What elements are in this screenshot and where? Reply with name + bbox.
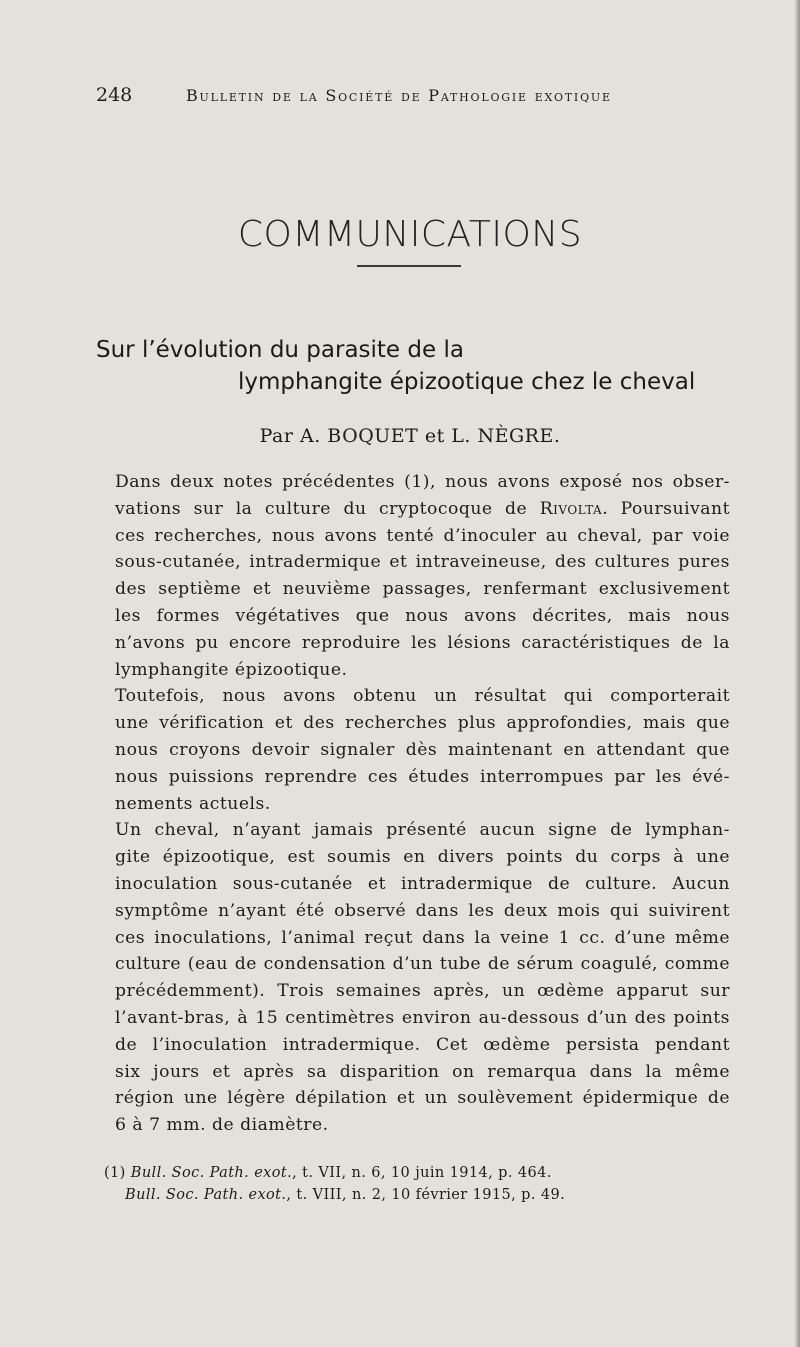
page-number: 248	[96, 84, 133, 106]
text-line: inoculation sous-cutanée et intradermique de culture. Aucun	[115, 873, 730, 894]
footnote-2	[104, 1184, 704, 1206]
text-line: ces recherches, nous avons tenté d’inoculer au cheval, par voie	[115, 525, 730, 546]
paragraph-1	[89, 469, 730, 683]
text-line: précédemment). Trois semaines après, un œdème apparut sur	[115, 981, 730, 1002]
text-line: Dans deux notes précédentes (1), nous avons exposé nos obser-	[115, 472, 730, 492]
text-line-part: . Poursuivant	[602, 498, 730, 519]
text-line: n’avons pu encore reproduire les lésions caractéristiques de la	[115, 632, 730, 653]
text-line: ces inoculations, l’animal reçut dans la veine 1 cc. d’une même	[115, 927, 730, 948]
text-line: nous puissions reprendre ces études interrompues par les évé-	[115, 766, 730, 787]
running-head	[94, 84, 720, 114]
footnote-journal: Bull. Soc. Path. exot.	[125, 1187, 287, 1203]
footnote-marker: (1)	[104, 1165, 126, 1181]
text-line	[89, 496, 730, 523]
article-body	[89, 469, 730, 1139]
text-line: région une légère dépilation et un soulèvement épidermique de	[115, 1088, 730, 1109]
text-line: les formes végétatives que nous avons décrites, mais nous	[115, 605, 730, 626]
footnote-reference: , t. VIII, n. 2, 10 février 1915, p. 49.	[286, 1187, 566, 1203]
text-line: Toutefois, nous avons obtenu un résultat qui comporterait	[115, 686, 730, 707]
title-rule	[357, 265, 461, 267]
text-line: culture (eau de condensation d’un tube de sérum coagulé, comme	[115, 954, 730, 975]
footnote-reference: , t. VII, n. 6, 10 juin 1914, p. 464.	[292, 1165, 552, 1181]
article-title-line-2: lymphangite épizootique chez le cheval	[238, 369, 696, 395]
text-line: nous croyons devoir signaler dès maintenant en attendant que	[115, 739, 730, 760]
article-authors: Par A. BOQUET et L. NÈGRE.	[259, 425, 561, 447]
text-line: gite épizootique, est soumis en divers points du corps à une	[115, 847, 730, 868]
paragraph-3	[89, 817, 730, 1139]
section-title: COMMUNICATIONS	[237, 214, 583, 255]
text-line: sous-cutanée, intradermique et intraveineuse, des cultures pures	[115, 552, 730, 573]
paragraph-2	[89, 683, 730, 817]
text-line: une vérification et des recherches plus approfondies, mais que	[115, 713, 730, 734]
text-line: symptôme n’ayant été observé dans les deux mois qui suivirent	[115, 900, 730, 921]
text-line: nements actuels.	[115, 793, 271, 814]
text-line: Un cheval, n’ayant jamais présenté aucun signe de lymphan-	[115, 820, 730, 841]
text-line: l’avant-bras, à 15 centimètres environ au-dessous d’un des points	[115, 1007, 730, 1028]
article-title	[96, 334, 756, 398]
footnote-journal: Bull. Soc. Path. exot.	[130, 1165, 293, 1181]
text-line-part: vations sur la culture du cryptocoque de	[115, 498, 540, 519]
text-line: des septième et neuvième passages, renfermant exclusivement	[115, 579, 730, 600]
footnotes	[104, 1162, 704, 1206]
author-name-rivolta: Rivolta	[539, 498, 603, 519]
journal-title: Bulletin de la Société de Pathologie exotique	[186, 86, 612, 105]
text-line: 6 à 7 mm. de diamètre.	[115, 1115, 329, 1136]
text-line: de l’inoculation intradermique. Cet œdème persista pendant	[115, 1034, 730, 1055]
article-title-line-1: Sur l’évolution du parasite de la	[96, 337, 464, 363]
text-line: six jours et après sa disparition on remarqua dans la même	[115, 1061, 730, 1082]
footnote-1	[104, 1162, 704, 1184]
text-line: lymphangite épizootique.	[115, 659, 348, 680]
